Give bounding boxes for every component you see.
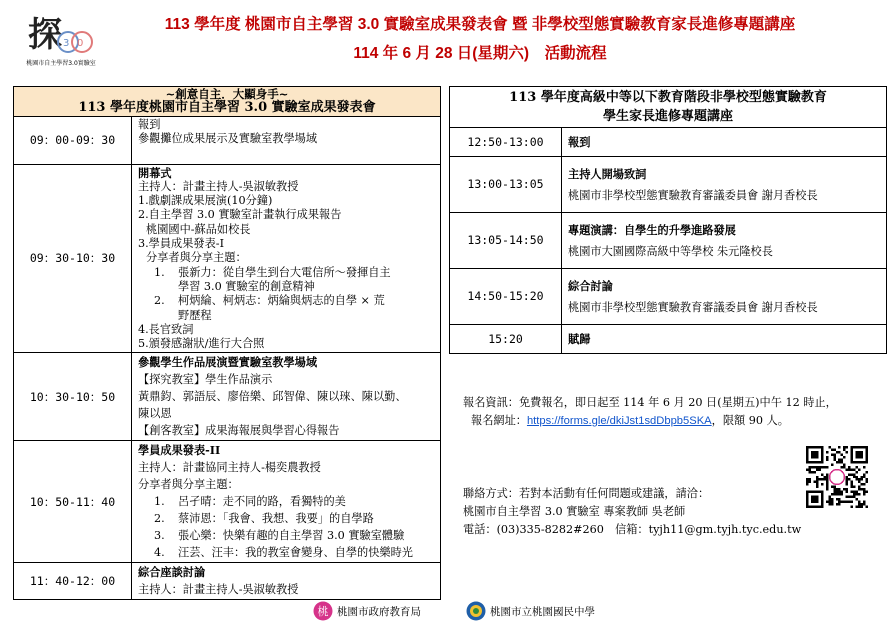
footer-org-school (466, 601, 595, 621)
registration-link[interactable]: https://forms.gle/dkiJst1sdDbpb5SKA (526, 415, 712, 427)
qr-code (806, 446, 868, 508)
table-row (450, 325, 887, 354)
row-time: 12:50-13:00 (450, 128, 562, 157)
row-time: 13:05-14:50 (450, 213, 562, 269)
registration-deadline: 報名資訊：免費報名，即日起至 114 年 6 月 20 日(星期五)中午 12 時止， (463, 396, 837, 409)
table-row (14, 164, 441, 353)
row-line: 1. 呂孑晴：走不同的路，看獨特的美 (154, 495, 346, 509)
row-content (132, 441, 441, 563)
row-line: 綜合討論 (568, 278, 613, 293)
row-content (132, 116, 441, 164)
row-line: 學習 3.0 實驗室的創意精神 (178, 279, 315, 293)
row-line: 桃園市大園國際高級中等學校 朱元隆校長 (568, 244, 773, 258)
row-line: 主持人：計畫主持人-吳淑敏教授 (138, 179, 299, 193)
svg-text:桃: 桃 (317, 605, 329, 618)
row-time: 13:00-13:05 (450, 157, 562, 213)
showcase-schedule-table (13, 86, 441, 600)
footer-org-name: 桃園市政府教育局 (337, 605, 421, 618)
row-line: 賦歸 (568, 331, 591, 346)
table-row (14, 116, 441, 164)
row-line: 分享者與分享主題： (138, 478, 239, 492)
contact-person: 桃園市自主學習 3.0 實驗室 專案教師 吳老師 (463, 505, 686, 518)
row-line: 參觀學生作品展演暨實驗室教學場域 (138, 355, 318, 370)
row-time: 09：30-10：30 (14, 164, 132, 353)
registration-url-label: 報名網址： (471, 414, 527, 427)
row-line: 3.學員成果發表-I (138, 237, 224, 251)
table-row (450, 157, 887, 213)
row-line: 報到 (568, 134, 591, 149)
row-content (132, 353, 441, 441)
row-time: 15:20 (450, 325, 562, 354)
row-line: 3. 張心樂：快樂有趣的自主學習 3.0 實驗室體驗 (154, 529, 405, 543)
row-line: 開幕式 (138, 165, 172, 180)
table-row (450, 213, 887, 269)
registration-url-line (463, 412, 837, 430)
row-content (562, 128, 887, 157)
contact-heading: 聯絡方式：若對本活動有任何問題或建議，請洽： (463, 487, 710, 500)
footer-org-name: 桃園市立桃園國民中學 (490, 605, 595, 618)
showcase-table-header (14, 87, 441, 117)
table-row (14, 353, 441, 441)
row-line: 1.戲劇課成果展演(10分鐘) (138, 194, 273, 208)
row-content (562, 325, 887, 354)
registration-info (463, 394, 837, 430)
row-line: 黃鼎鈞、郭語辰、廖倍樂、邱智偉、陳以琜、陳以勤、 (138, 390, 407, 404)
table-row (14, 563, 441, 600)
row-line: 2. 柯炳綸、柯炳志：炳綸與炳志的自學 × 荒 (154, 294, 385, 308)
row-line: 主持人開場致詞 (568, 166, 647, 181)
row-line: 主持人：計畫協同主持人-楊奕農教授 (138, 461, 321, 475)
row-time: 10：30-10：50 (14, 353, 132, 441)
row-line: 【創客教室】成果海報展與學習心得報告 (138, 424, 340, 438)
showcase-title: 113 學年度桃園市自主學習 3.0 實驗室成果發表會 (78, 100, 376, 116)
event-date: 114 年 6 月 28 日(星期六) 活動流程 (353, 45, 607, 62)
row-content (132, 164, 441, 353)
event-title: 113 學年度 桃園市自主學習 3.0 實驗室成果發表會 暨 非學校型態實驗教育家長進修專題講座 (164, 16, 796, 33)
row-line: 【探究教室】學生作品演示 (138, 373, 273, 387)
row-line: 2.自主學習 3.0 實驗室計畫執行成果報告 (138, 208, 342, 222)
row-content (562, 157, 887, 213)
row-line: 桃園市非學校型態實驗教育審議委員會 謝月香校長 (568, 300, 818, 314)
table-row (14, 441, 441, 563)
lecture-title: 113 學年度高級中等以下教育階段非學校型態實驗教育 (509, 90, 827, 105)
row-time: 14:50-15:20 (450, 269, 562, 325)
row-line: 報到 (138, 117, 161, 131)
row-content (562, 269, 887, 325)
row-time: 09：00-09：30 (14, 116, 132, 164)
footer-org-education-bureau (313, 601, 421, 621)
registration-limit: ，限額 90 人。 (711, 414, 789, 427)
row-time: 11：40-12：00 (14, 563, 132, 600)
logo-caption: 桃園市自主學習3.0實驗室 (26, 60, 96, 67)
row-line: 分享者與分享主題： (146, 251, 247, 265)
contact-phone-email: 電話：(03)335-8282#260 信箱：tyjh11@gm.tyjh.tyc.edu.tw (463, 523, 802, 536)
row-time: 10：50-11：40 (14, 441, 132, 563)
row-line: 陳以恩 (138, 407, 172, 421)
svg-text:3: 3 (63, 38, 70, 49)
row-line: 桃園市非學校型態實驗教育審議委員會 謝月香校長 (568, 188, 818, 202)
table-row (450, 269, 887, 325)
parent-lecture-table (449, 86, 887, 354)
svg-text:0: 0 (77, 38, 84, 49)
row-line: 參觀攤位成果展示及實驗室教學場域 (138, 131, 318, 145)
contact-info (463, 485, 801, 539)
row-line: 4.長官致詞 (138, 322, 194, 336)
row-line: 1. 張新力：從自學生到台大電信所～發揮自主 (154, 265, 391, 279)
table-row (450, 128, 887, 157)
lecture-subtitle: 學生家長進修專題講座 (602, 109, 733, 124)
row-line: 主持人：計畫主持人-吳淑敏教授 (138, 583, 299, 597)
row-line: 5.頒發感謝狀/進行大合照 (138, 337, 265, 351)
svg-text:探: 探 (28, 15, 62, 55)
row-line: 2. 蔡沛恩：「我會、我想、我要」的自學路 (154, 512, 374, 526)
lecture-table-header (450, 87, 887, 128)
row-line: 4. 汪芸、汪丰：我的教室會變身、自學的快樂時光 (154, 546, 413, 560)
row-line: 野歷程 (178, 308, 212, 322)
row-content (562, 213, 887, 269)
education-bureau-logo-icon (313, 601, 333, 621)
row-line: 綜合座談討論 (138, 565, 206, 580)
row-line: 桃園國中-蘇品如校長 (146, 222, 251, 236)
school-emblem-icon (466, 601, 486, 621)
showcase-slogan: ~創意自主．大顯身手~ (165, 87, 289, 101)
row-line: 學員成果發表-II (138, 443, 221, 458)
row-content (132, 563, 441, 600)
row-line: 專題演講：自學生的升學進路發展 (568, 222, 736, 237)
